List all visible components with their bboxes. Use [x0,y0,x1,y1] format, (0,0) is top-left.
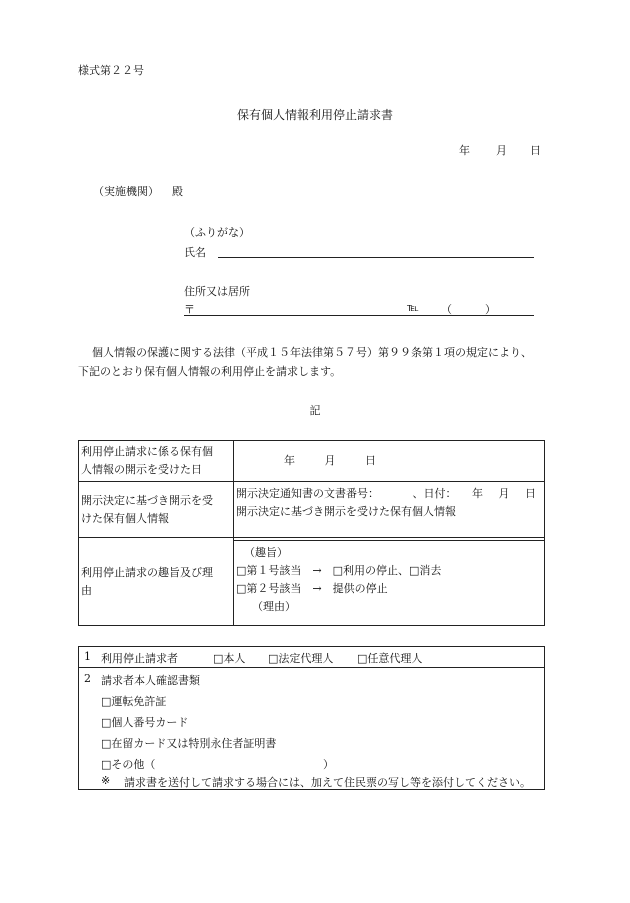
requester-type-row [79,647,544,668]
month-label: 月 [498,487,510,500]
requester-verification-box [78,646,545,790]
intro-line-2: 下記のとおり保有個人情報の利用停止を請求します。 [78,365,342,378]
label-line: 開示決定に基づき開示を受 [81,493,213,507]
disclosed-info-field[interactable] [234,482,545,538]
label-line: 由 [81,583,92,597]
label-line: けた保有個人情報 [81,511,169,525]
address-field-line[interactable] [184,315,534,316]
other-close-paren: ） [323,758,334,771]
name-label: 氏名 [184,246,206,259]
item-number: 2 [84,672,91,685]
address-label: 住所又は居所 [184,285,250,298]
tel-parens: （ ） [441,303,496,316]
intro-line-1: 個人情報の保護に関する法律（平成１５年法律第５７号）第９９条第１項の規定により、 [92,346,532,359]
note-text: 請求書を送付して請求する場合には、加えて住民票の写し等を添付してください。 [124,776,531,789]
month-label: 月 [324,454,336,467]
checkbox-drivers-license[interactable]: □運転免許証 [101,695,167,708]
purpose-reason-label [79,538,234,626]
label-line: 人情報の開示を受けた日 [81,463,202,476]
postal-mark: 〒 [184,303,195,316]
checkbox-legal-agent[interactable]: □法定代理人 [268,652,334,665]
checkbox-self[interactable]: □本人 [213,652,246,665]
disclosure-date-field[interactable] [234,441,545,482]
inner-divider [234,540,544,541]
reason-heading: （理由） [252,600,296,613]
ki-heading: 記 [309,404,321,417]
tel-label: ℡ [407,301,419,314]
purpose-option-2[interactable]: □第２号該当 → 提供の停止 [236,582,388,595]
requester-type-label: 利用停止請求者 [101,652,178,665]
disclosed-info-label [79,482,234,538]
day-label: 日 [525,487,536,500]
checkbox-my-number-card[interactable]: □個人番号カード [101,716,189,729]
checkbox-voluntary-agent[interactable]: □任意代理人 [357,652,423,665]
doc-number-label: 開示決定通知書の文書番号： [236,487,379,500]
request-details-table [78,440,545,626]
date-year-label: 年 [459,144,470,157]
purpose-heading: （趣旨） [244,546,288,559]
doc-date-label: 、日付： [412,487,457,500]
day-label: 日 [365,454,376,467]
name-field-line[interactable] [218,257,534,258]
date-day-label: 日 [530,144,541,157]
note-mark: ※ [101,774,111,787]
disclosed-info-text: 開示決定に基づき開示を受けた保有個人情報 [236,505,456,518]
checkbox-other[interactable]: □その他（ [101,758,156,771]
disclosure-date-label [79,441,234,482]
label-line: 利用停止請求に係る保有個 [81,445,213,458]
disclosure-date-row [79,441,545,482]
id-docs-label: 請求者本人確認書類 [101,674,200,687]
item-number: 1 [84,650,91,663]
purpose-reason-row [79,538,545,626]
furigana-label: （ふりがな） [184,226,250,239]
purpose-reason-field[interactable] [234,538,545,626]
label-line: 利用停止請求の趣旨及び理 [81,565,213,579]
page-title: 保有個人情報利用停止請求書 [236,108,393,122]
form-number: 様式第２２号 [78,64,144,77]
purpose-option-1[interactable]: □第１号該当 → □利用の停止、□消去 [236,564,442,577]
addressee-honorific: 殿 [172,185,183,198]
year-label: 年 [472,487,483,500]
year-label: 年 [284,454,295,467]
checkbox-residence-card[interactable]: □在留カード又は特別永住者証明書 [101,737,277,750]
addressee-org: （実施機関） [93,185,159,198]
disclosed-info-row [79,482,545,538]
date-month-label: 月 [496,144,507,157]
